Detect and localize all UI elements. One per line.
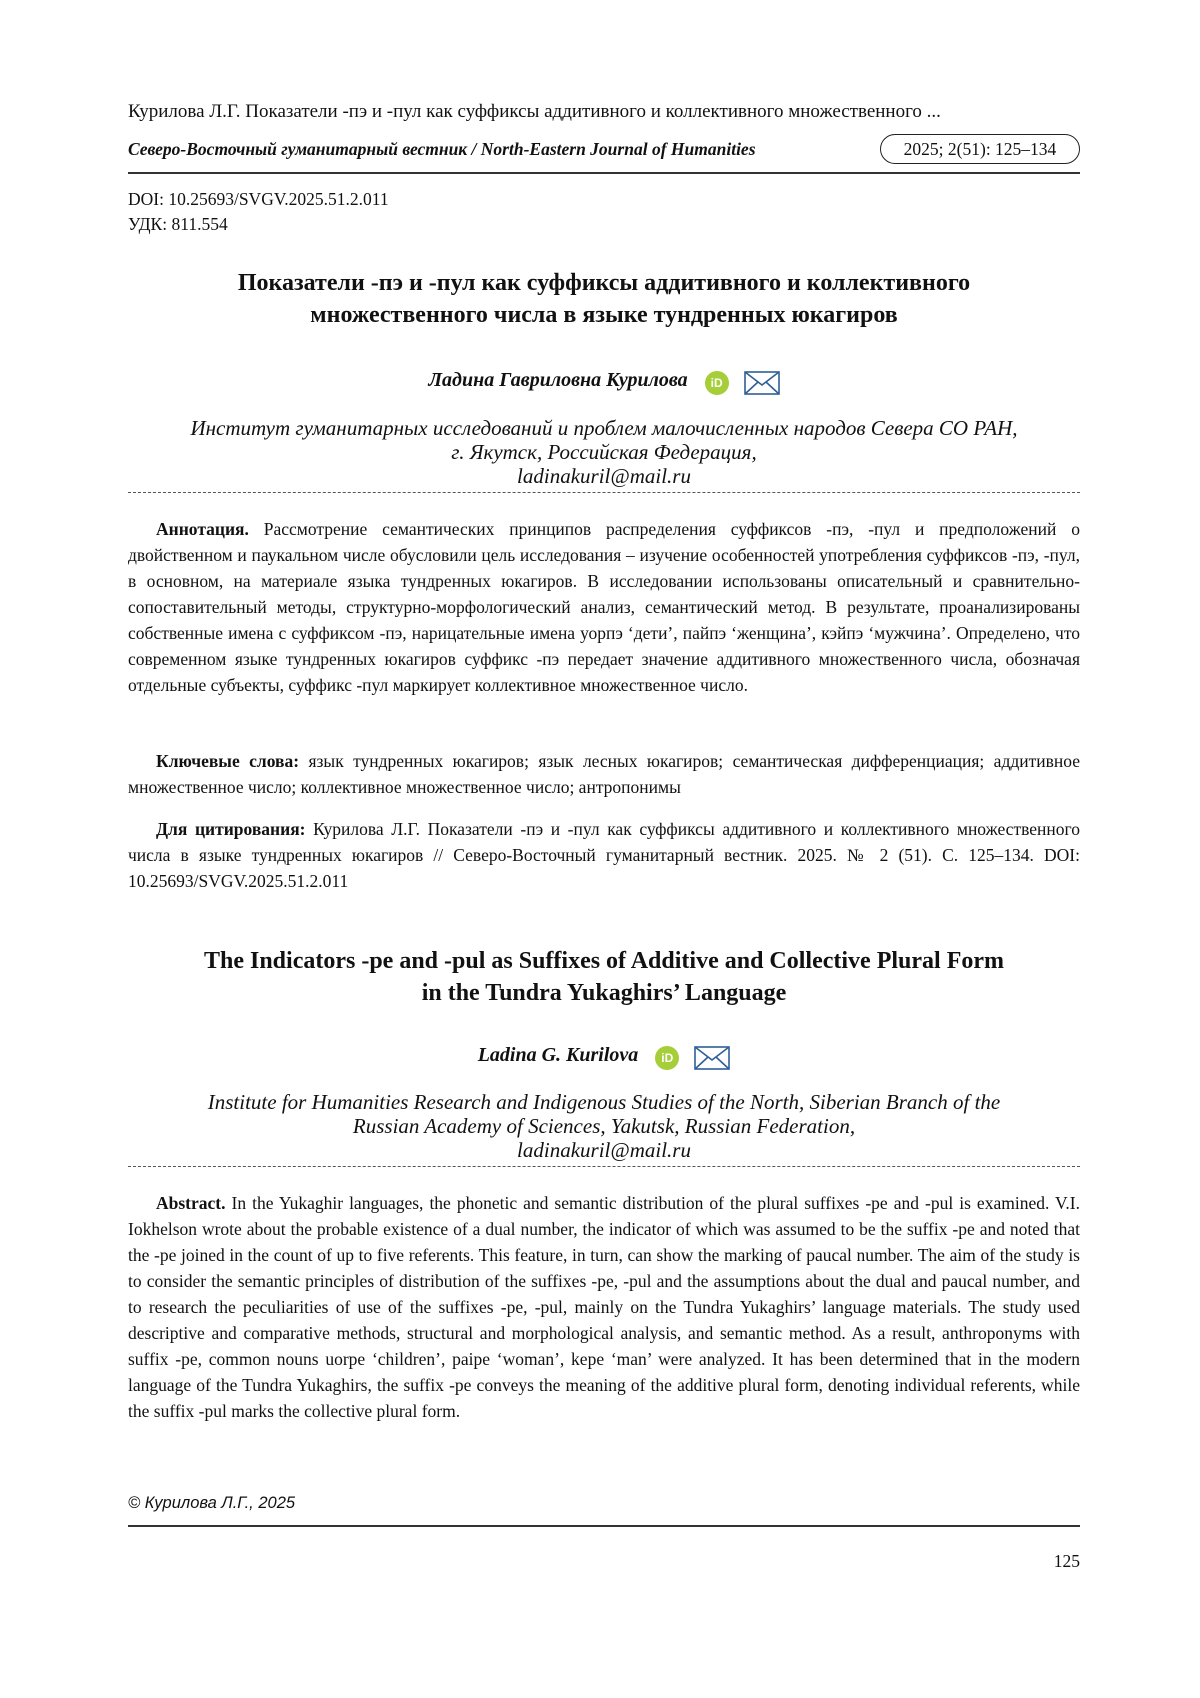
en-title-line-1: The Indicators -pe and -pul as Suffixes of Additive and Collective Plural Form [203,948,1005,974]
ru-author-name: Ладина Гавриловна Курилова [428,369,688,391]
footer-rule [128,1525,1080,1527]
orcid-icon[interactable]: iD [705,371,729,395]
en-abstract-text: In the Yukaghir languages, the phonetic and semantic distribution of the plural suffixes -pe and -pul is examined. V.I. Iokhelson wrote about the probable existence of a dual number, the indicator of which was assumed to be the suffix -pe and noted that the -pe joined in the count of up to five referents. This feature, in turn, can show the marking of paucal number. The aim of the study is to consider the semantic principles of distribution of the suffixes -pe, -pul and the assumptions about the dual and paucal number, and to research the peculiarities of use of the suffixes -pe, -pul, mainly on the Tundra Yukaghirs’ language materials. The study used descriptive and comparative methods, structural and morphological analysis, and semantic method. As a result, anthroponyms with suffix -pe, common nouns uorpe ‘children’, paipe ‘woman’, kepe ‘man’ were analyzed. It has been determined that in the modern language of the Tundra Yukaghirs, the suffix -pe conveys the meaning of the additive plural form, denoting individual referents, while the suffix -pul marks the collective plural form. [128,1193,1081,1421]
ru-abstract [128,516,1080,698]
ru-affiliation-line-1: Институт гуманитарных исследований и проблем малочисленных народов Севера СО РАН, [190,416,1018,440]
en-dashed-divider [128,1166,1080,1167]
running-title: Курилова Л.Г. Показатели -пэ и -пул как суффиксы аддитивного и коллективного множественного ... [128,101,941,122]
ru-abstract-label: Аннотация. [156,519,249,539]
en-affiliation-line-2: Russian Academy of Sciences, Yakutsk, Russian Federation, [352,1114,856,1138]
ru-citation [128,816,1080,894]
en-author-name: Ladina G. Kurilova [477,1044,639,1066]
ru-abstract-text: Рассмотрение семантических принципов распределения суффиксов -пэ, -пул и предположений о двойственном и паукальном числе обусловили цель исследования – изучение особенностей употребления суффиксов -пэ, -пул, в основном, на материале языка тундренных юкагиров. В исследовании использованы описательный и сравнительно-сопоставительный методы, структурно-морфологический анализ, семантический метод. В результате, проанализированы собственные имена с суффиксом -пэ, нарицательные имена уорпэ ‘дети’, пайпэ ‘женщина’, кэйпэ ‘мужчина’. Определено, что современном языке тундренных юкагиров суффикс -пэ передает значение аддитивного множественного числа, обозначая отдельные субъекты, суффикс -пул маркирует коллективное множественное число. [128,519,1080,695]
en-abstract-label: Abstract. [156,1193,226,1213]
header-rule [128,172,1080,174]
ru-citation-text: Курилова Л.Г. Показатели -пэ и -пул как суффиксы аддитивного и коллективного множественного числа в языке тундренных юкагиров // Северо-Восточный гуманитарный вестник. 2025. № 2 (51). С. 125–134. DOI: 10.25693/SVGV.2025.51.2.011 [128,819,1081,891]
en-author [128,1041,1080,1070]
email-icon[interactable] [744,371,780,395]
doi: DOI: 10.25693/SVGV.2025.51.2.011 [128,189,389,209]
en-title-line-2: in the Tundra Yukaghirs’ Language [421,980,787,1006]
ru-keywords-label: Ключевые слова: [156,751,300,771]
ru-author-icons [705,367,780,395]
email-icon[interactable] [694,1046,730,1070]
udk: УДК: 811.554 [128,214,228,234]
ru-citation-label: Для цитирования: [156,819,306,839]
ru-title-line-1: Показатели -пэ и -пул как суффиксы аддитивного и коллективного [237,270,971,296]
ru-keywords-text: язык тундренных юкагиров; язык лесных юкагиров; семантическая дифференциация; аддитивное множественное число; коллективное множественное число; антропонимы [128,751,1080,797]
ru-keywords [128,748,1080,800]
ru-dashed-divider [128,492,1080,493]
en-abstract [128,1190,1080,1424]
journal-name: Северо-Восточный гуманитарный вестник / North-Eastern Journal of Humanities [128,139,756,159]
issue-badge: 2025; 2(51): 125–134 [880,134,1080,164]
en-affiliation-email[interactable]: ladinakuril@mail.ru [517,1138,691,1162]
ru-affiliation-email[interactable]: ladinakuril@mail.ru [517,464,691,488]
journal-row [128,134,1080,168]
copyright: © Курилова Л.Г., 2025 [128,1494,296,1512]
page-number: 125 [1053,1551,1080,1571]
en-affiliation-line-1: Institute for Humanities Research and Indigenous Studies of the North, Siberian Branch of the [207,1090,1001,1114]
en-author-icons [655,1042,730,1070]
ru-author [128,366,1080,395]
orcid-icon[interactable]: iD [655,1046,679,1070]
ru-affiliation-line-2: г. Якутск, Российская Федерация, [451,440,757,464]
ru-title-line-2: множественного числа в языке тундренных юкагиров [310,302,898,328]
